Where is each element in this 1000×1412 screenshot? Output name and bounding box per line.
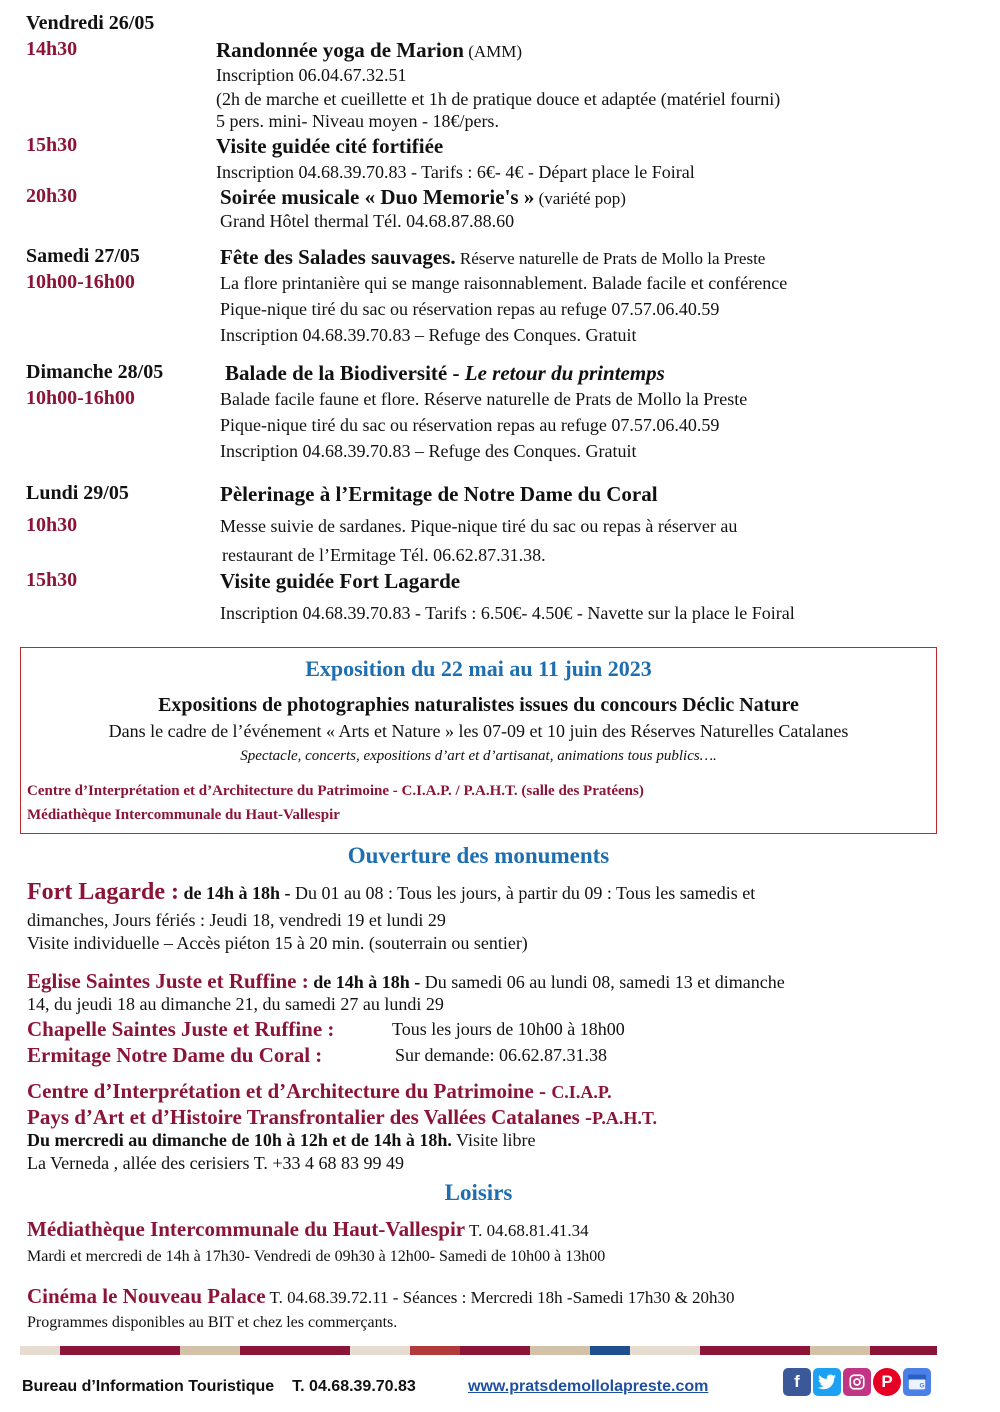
time-lundi-10h30: 10h30 xyxy=(26,514,78,536)
footer-website-link[interactable]: www.pratsdemollolapreste.com xyxy=(468,1378,709,1395)
time-14h30: 14h30 xyxy=(26,38,78,60)
loisirs-cinema: Cinéma le Nouveau Palace T. 04.68.39.72.11 - Séances : Mercredi 18h -Samedi 17h30 & 20h30 xyxy=(27,1284,735,1308)
loisirs-cinema-programmes: Programmes disponibles au BIT et chez les commerçants. xyxy=(27,1314,398,1331)
pinterest-icon[interactable]: P xyxy=(873,1368,901,1396)
monument-ciap-l1: Centre d’Interprétation et d’Architecture du Patrimoine - C.I.A.P. xyxy=(27,1079,612,1103)
monument-eglise: Eglise Saintes Juste et Ruffine : de 14h à 18h - Du samedi 06 au lundi 08, samedi 13 et dimanche xyxy=(27,969,785,993)
event-title-biodiversite: Balade de la Biodiversité - Le retour du printemps xyxy=(225,361,665,385)
event-pelerinage-l1: Messe suivie de sardanes. Pique-nique tiré du sac ou repas à réserver au xyxy=(220,516,738,536)
footer-office: Bureau d’Information Touristique T. 04.68.39.70.83 xyxy=(22,1378,416,1395)
event-salades-l1: La flore printanière qui se mange raisonnablement. Balade facile et conférence xyxy=(220,273,788,293)
event-yoga-price: 5 pers. mini- Niveau moyen - 18€/pers. xyxy=(216,111,499,131)
monument-fort-l2: dimanches, Jours fériés : Jeudi 18, vendredi 19 et lundi 29 xyxy=(27,910,446,930)
event-biodiversite-l1: Balade facile faune et flore. Réserve naturelle de Prats de Mollo la Preste xyxy=(220,389,748,409)
monument-fort-l3: Visite individuelle – Accès piéton 15 à 20 min. (souterrain ou sentier) xyxy=(27,933,528,953)
event-visite-cite-info: Inscription 04.68.39.70.83 - Tarifs : 6€- 4€ - Départ place le Foiral xyxy=(216,162,695,182)
facebook-icon[interactable]: f xyxy=(783,1368,811,1396)
monument-fort-name: Fort Lagarde : xyxy=(27,879,179,905)
time-dimanche: 10h00-16h00 xyxy=(26,387,135,409)
event-salades-l2: Pique-nique tiré du sac ou réservation repas au refuge 07.57.06.40.59 xyxy=(220,299,720,319)
expo-place-ciap: Centre d’Interprétation et d’Architecture du Patrimoine - C.I.A.P. / P.A.H.T. (salle des Pratéens) xyxy=(27,783,644,799)
loisirs-mediatheque-hours: Mardi et mercredi de 14h à 17h30- Vendredi de 09h30 à 12h00- Samedi de 10h00 à 13h00 xyxy=(27,1248,606,1265)
event-title-salades: Fête des Salades sauvages. Réserve naturelle de Prats de Mollo la Preste xyxy=(220,245,766,269)
monument-chapelle-name: Chapelle Saintes Juste et Ruffine : xyxy=(27,1017,335,1041)
event-biodiversite-l2: Pique-nique tiré du sac ou réservation repas au refuge 07.57.06.40.59 xyxy=(220,415,720,435)
monument-eglise-name: Eglise Saintes Juste et Ruffine : xyxy=(27,969,309,993)
monument-ciap-l2: Pays d’Art et d’Histoire Transfrontalier des Vallées Catalanes -P.A.H.T. xyxy=(27,1105,658,1129)
expo-place-mediatheque: Médiathèque Intercommunale du Haut-Vallespir xyxy=(27,807,340,823)
day-samedi: Samedi 27/05 xyxy=(26,245,140,267)
expo-activities: Spectacle, concerts, expositions d’art et d’artisanat, animations tous publics…. xyxy=(240,748,717,764)
google-my-business-icon[interactable] xyxy=(903,1368,931,1396)
expo-heading: Exposition du 22 mai au 11 juin 2023 xyxy=(305,656,652,681)
loisirs-heading: Loisirs xyxy=(444,1180,513,1205)
footer-phone: T. 04.68.39.70.83 xyxy=(292,1378,416,1395)
expo-subtitle: Expositions de photographies naturalistes issues du concours Déclic Nature xyxy=(158,694,799,716)
monument-ermitage-info: Sur demande: 06.62.87.31.38 xyxy=(395,1045,607,1065)
event-title-visite-cite: Visite guidée cité fortifiée xyxy=(216,134,444,158)
monument-fort-lagarde: Fort Lagarde : de 14h à 18h - Du 01 au 08 : Tous les jours, à partir du 09 : Tous les samedis et xyxy=(27,879,756,905)
svg-text:G: G xyxy=(919,1382,925,1390)
instagram-icon[interactable] xyxy=(843,1368,871,1396)
event-pelerinage-l2: restaurant de l’Ermitage Tél. 06.62.87.31.38. xyxy=(222,545,546,565)
twitter-icon[interactable] xyxy=(813,1368,841,1396)
time-20h30: 20h30 xyxy=(26,185,78,207)
day-dimanche: Dimanche 28/05 xyxy=(26,361,164,383)
day-vendredi: Vendredi 26/05 xyxy=(26,12,155,34)
event-yoga-inscription: Inscription 06.04.67.32.51 xyxy=(216,65,407,85)
time-lundi-15h30: 15h30 xyxy=(26,569,78,591)
time-15h30: 15h30 xyxy=(26,134,78,156)
monument-ciap-address: La Verneda , allée des cerisiers T. +33 4 68 83 99 49 xyxy=(27,1153,405,1173)
time-samedi: 10h00-16h00 xyxy=(26,271,135,293)
event-title-yoga: Randonnée yoga de Marion (AMM) xyxy=(216,38,523,62)
monument-ermitage-name: Ermitage Notre Dame du Coral : xyxy=(27,1043,323,1067)
monument-ciap-hours: Du mercredi au dimanche de 10h à 12h et de 14h à 18h. Visite libre xyxy=(27,1130,536,1150)
event-yoga-details: (2h de marche et cueillette et 1h de pratique douce et adaptée (matériel fourni) xyxy=(216,89,781,109)
expo-context: Dans le cadre de l’événement « Arts et Nature » les 07-09 et 10 juin des Réserves Naturelles Catalanes xyxy=(108,721,849,741)
loisirs-mediatheque: Médiathèque Intercommunale du Haut-Vallespir T. 04.68.81.41.34 xyxy=(27,1217,589,1241)
event-title-soiree: Soirée musicale « Duo Memorie's » (variété pop) xyxy=(220,185,626,209)
event-fort-lagarde-info: Inscription 04.68.39.70.83 - Tarifs : 6.50€- 4.50€ - Navette sur la place le Foiral xyxy=(220,603,795,623)
event-title-pelerinage: Pèlerinage à l’Ermitage de Notre Dame du Coral xyxy=(220,482,658,506)
event-biodiversite-l3: Inscription 04.68.39.70.83 – Refuge des Conques. Gratuit xyxy=(220,441,637,461)
day-lundi: Lundi 29/05 xyxy=(26,482,129,504)
monument-eglise-l2: 14, du jeudi 18 au dimanche 21, du samedi 27 au lundi 29 xyxy=(27,994,444,1014)
event-salades-l3: Inscription 04.68.39.70.83 – Refuge des Conques. Gratuit xyxy=(220,325,637,345)
event-title-fort-lagarde: Visite guidée Fort Lagarde xyxy=(220,569,461,593)
monument-chapelle-hours: Tous les jours de 10h00 à 18h00 xyxy=(392,1019,625,1039)
monuments-heading: Ouverture des monuments xyxy=(347,843,610,868)
event-soiree-info: Grand Hôtel thermal Tél. 04.68.87.88.60 xyxy=(220,211,515,231)
